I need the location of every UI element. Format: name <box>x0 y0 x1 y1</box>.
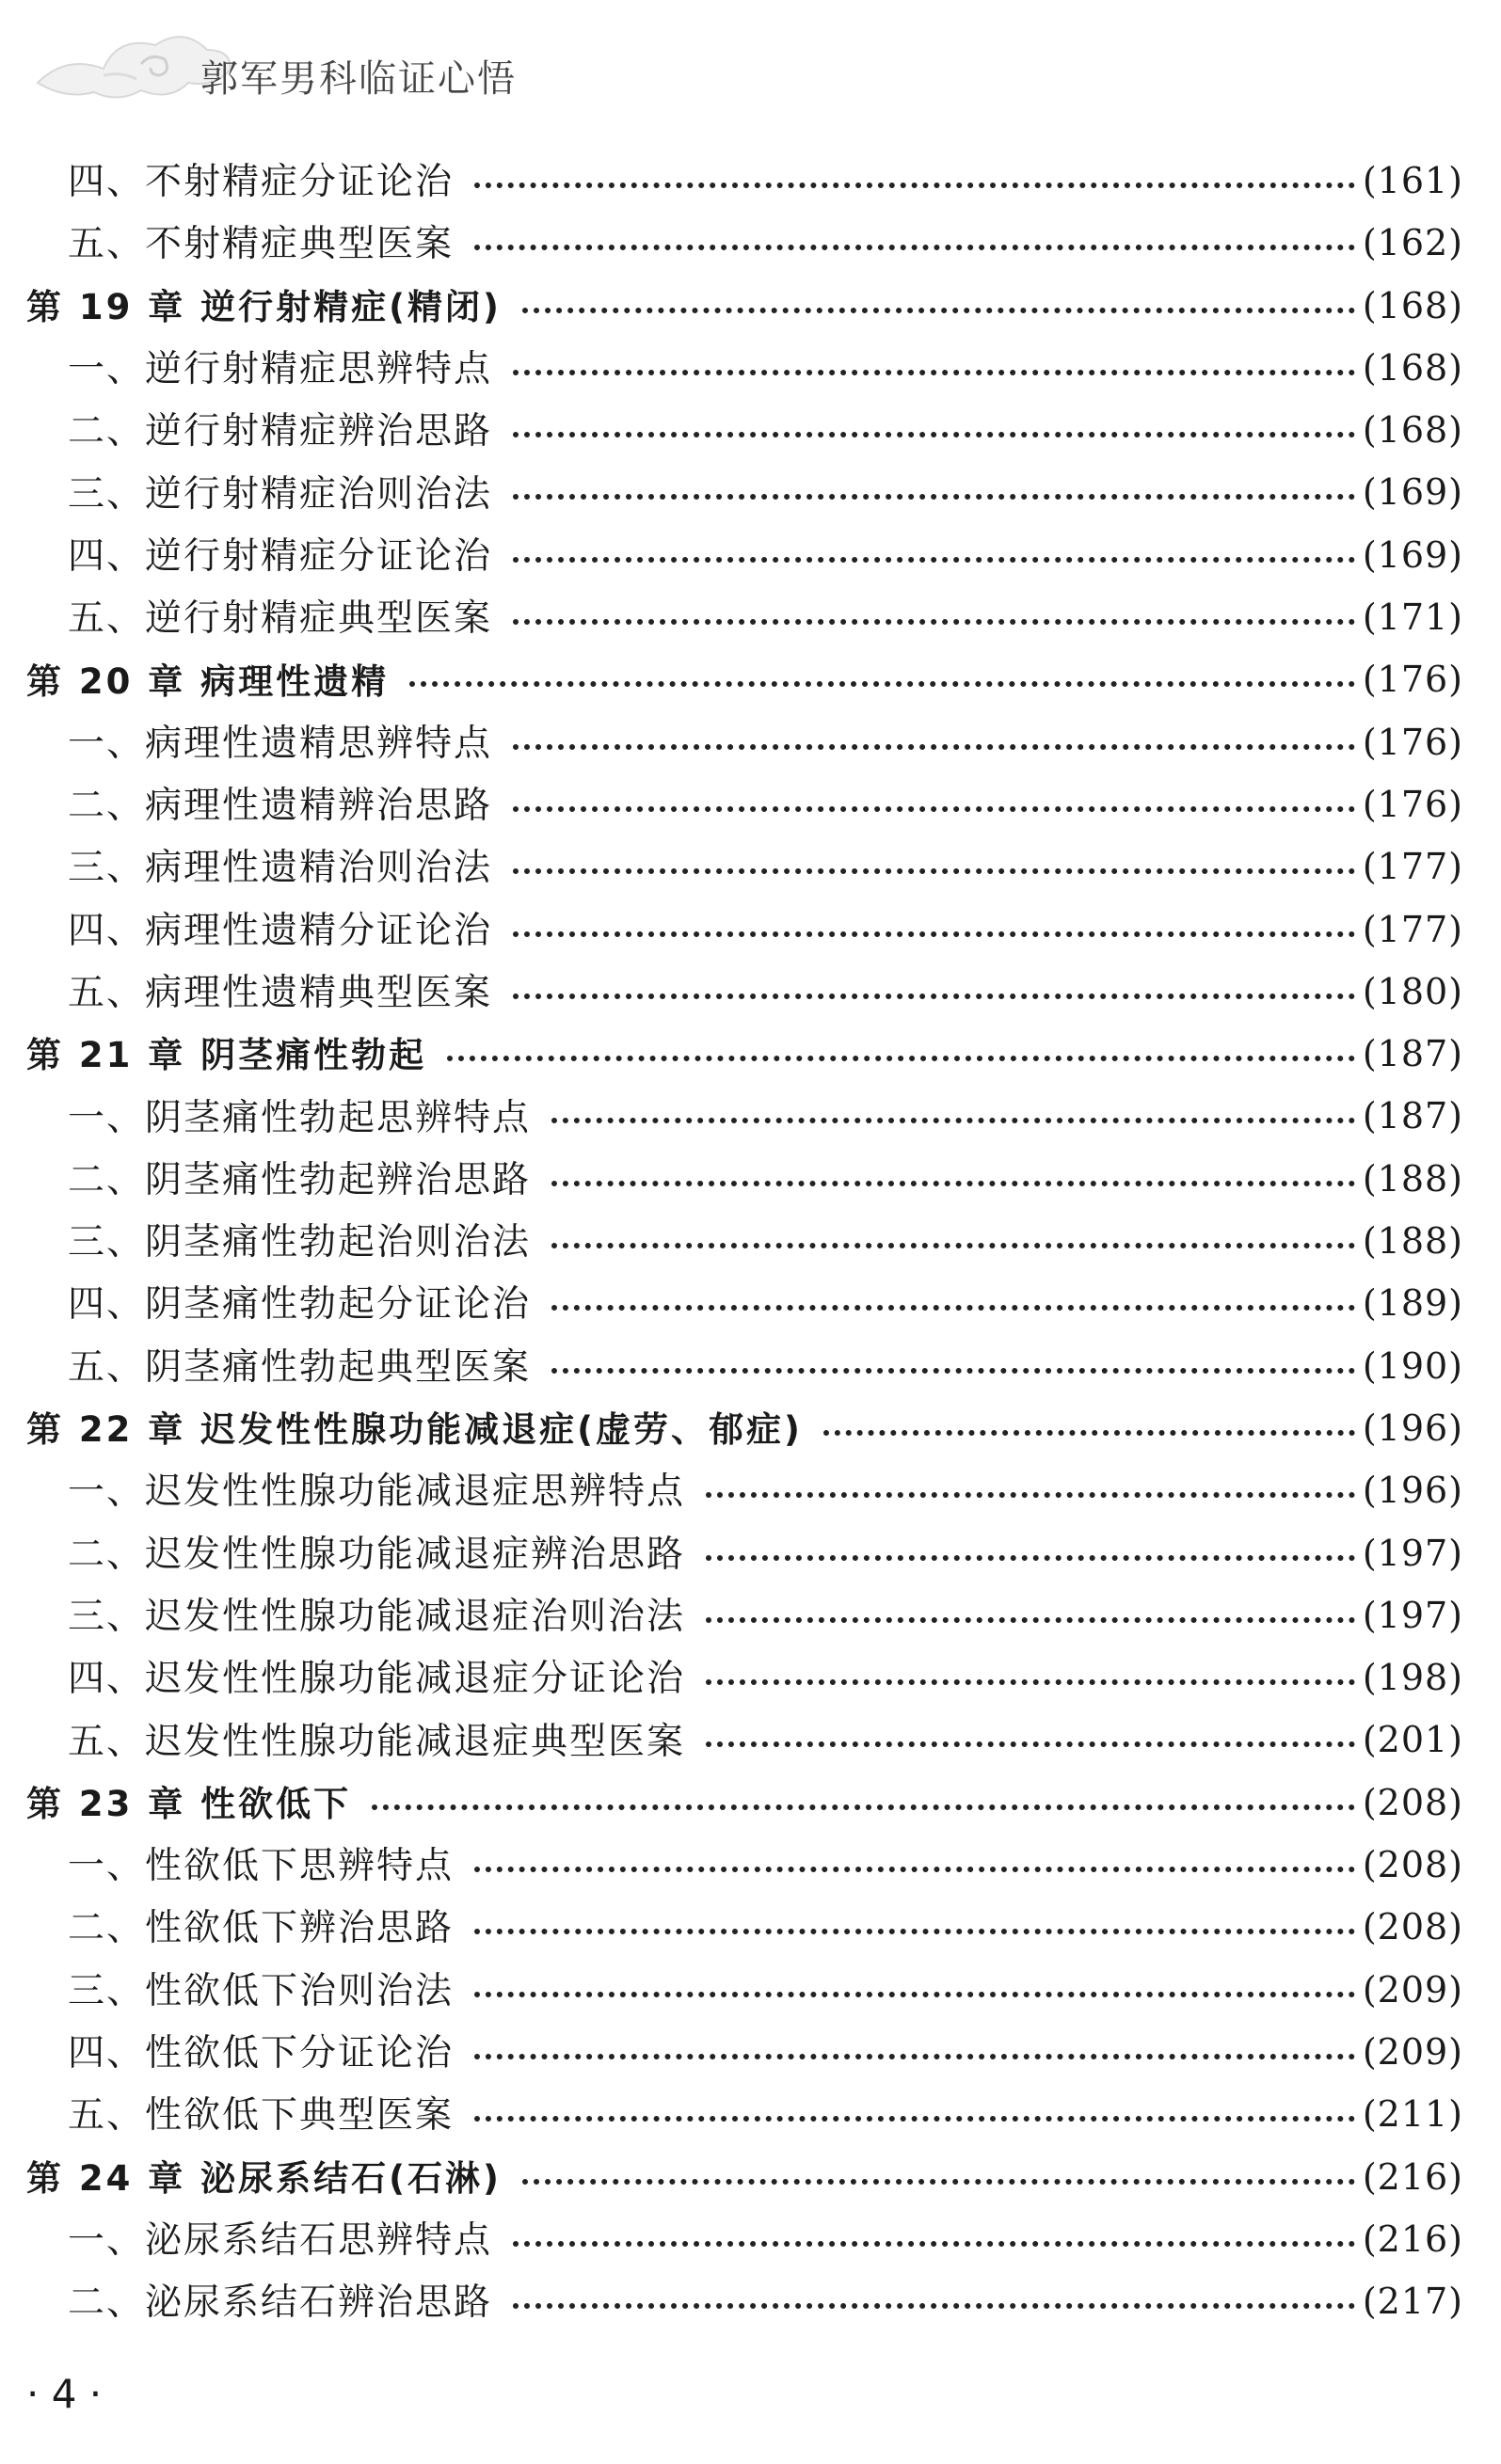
section-title: 三、病理性遗精治则治法 <box>68 847 493 890</box>
section-title: 二、病理性遗精辨治思路 <box>68 785 493 828</box>
toc-chapter-row[interactable] <box>0 1395 1501 1457</box>
toc-section-row[interactable] <box>0 335 1501 397</box>
dot-leader <box>513 494 1355 500</box>
chapter-title: 第 23 章 性欲低下 <box>26 1783 352 1824</box>
section-title: 三、逆行射精症治则治法 <box>68 472 493 516</box>
page-ref: (216) <box>1362 2155 1463 2198</box>
section-title: 五、阴茎痛性勃起典型医案 <box>68 1345 532 1389</box>
page-ref: (201) <box>1362 1719 1463 1761</box>
section-title: 一、逆行射精症思辨特点 <box>68 348 493 391</box>
section-title: 二、阴茎痛性勃起辨治思路 <box>68 1158 532 1201</box>
page-ref: (168) <box>1362 409 1463 452</box>
dot-leader <box>551 1181 1355 1186</box>
page-ref: (208) <box>1362 1844 1463 1886</box>
dot-leader <box>474 1929 1355 1934</box>
page-ref: (169) <box>1362 533 1463 576</box>
dot-leader <box>513 931 1355 937</box>
page-ref: (171) <box>1362 596 1463 639</box>
dot-leader <box>522 308 1355 313</box>
section-title: 二、性欲低下辨治思路 <box>68 1907 455 1950</box>
page-header <box>0 0 1501 122</box>
section-title: 三、迟发性性腺功能减退症治则治法 <box>68 1595 686 1638</box>
toc-section-row[interactable] <box>0 2019 1501 2081</box>
section-title: 四、阴茎痛性勃起分证论治 <box>68 1283 532 1327</box>
page-ref: (208) <box>1362 1781 1463 1823</box>
dot-leader <box>409 681 1355 687</box>
section-title: 四、性欲低下分证论治 <box>68 2032 455 2075</box>
dot-leader <box>706 1617 1355 1623</box>
dot-leader <box>513 557 1355 563</box>
chapter-title: 第 24 章 泌尿系结石(石淋) <box>26 2157 502 2199</box>
dot-leader <box>551 1368 1355 1374</box>
toc-section-row[interactable] <box>0 1645 1501 1707</box>
section-title: 四、不射精症分证论治 <box>68 161 455 204</box>
section-title: 四、逆行射精症分证论治 <box>68 534 493 578</box>
dot-leader <box>551 1305 1355 1311</box>
page-ref: (196) <box>1362 1470 1463 1512</box>
section-title: 五、不射精症典型医案 <box>68 223 455 266</box>
page-ref: (168) <box>1362 346 1463 389</box>
dot-leader <box>513 2241 1355 2247</box>
dot-leader <box>474 1867 1355 1872</box>
dot-leader <box>513 806 1355 812</box>
section-title: 二、迟发性性腺功能减退症辨治思路 <box>68 1533 686 1576</box>
toc-section-row[interactable] <box>0 584 1501 646</box>
toc-section-row[interactable] <box>0 2206 1501 2268</box>
toc-section-row[interactable] <box>0 834 1501 896</box>
toc-section-row[interactable] <box>0 1146 1501 1208</box>
toc-section-row[interactable] <box>0 397 1501 459</box>
section-title: 五、逆行射精症典型医案 <box>68 597 493 641</box>
toc-section-row[interactable] <box>0 2268 1501 2330</box>
toc-section-row[interactable] <box>0 210 1501 272</box>
toc-section-row[interactable] <box>0 1894 1501 1956</box>
page-ref: (197) <box>1362 1532 1463 1574</box>
chapter-title: 第 21 章 阴茎痛性勃起 <box>26 1035 427 1076</box>
section-title: 四、病理性遗精分证论治 <box>68 909 493 952</box>
page-number: · 4 · <box>26 2371 103 2417</box>
dot-leader <box>474 2054 1355 2059</box>
toc-section-row[interactable] <box>0 709 1501 771</box>
toc-chapter-row[interactable] <box>0 1021 1501 1083</box>
page-ref: (211) <box>1362 2093 1463 2136</box>
toc-section-row[interactable] <box>0 1333 1501 1395</box>
section-title: 一、迟发性性腺功能减退症思辨特点 <box>68 1470 686 1514</box>
section-title: 三、阴茎痛性勃起治则治法 <box>68 1221 532 1264</box>
page-ref: (198) <box>1362 1657 1463 1699</box>
toc-section-row[interactable] <box>0 1582 1501 1645</box>
section-title: 二、逆行射精症辨治思路 <box>68 410 493 453</box>
dot-leader <box>513 868 1355 874</box>
toc-section-row[interactable] <box>0 771 1501 834</box>
dot-leader <box>706 1492 1355 1498</box>
page-ref: (197) <box>1362 1594 1463 1636</box>
toc-section-row[interactable] <box>0 897 1501 959</box>
section-title: 四、迟发性性腺功能减退症分证论治 <box>68 1658 686 1701</box>
page-ref: (196) <box>1362 1407 1463 1449</box>
toc-section-row[interactable] <box>0 522 1501 584</box>
dot-leader <box>522 2179 1355 2185</box>
section-title: 二、泌尿系结石辨治思路 <box>68 2281 493 2325</box>
toc-section-row[interactable] <box>0 459 1501 521</box>
book-title: 郭军男科临证心悟 <box>200 57 517 101</box>
section-title: 三、性欲低下治则治法 <box>68 1969 455 2012</box>
dot-leader <box>513 744 1355 750</box>
toc-section-row[interactable] <box>0 959 1501 1021</box>
dot-leader <box>706 1741 1355 1747</box>
page-ref: (188) <box>1362 1157 1463 1200</box>
page-ref: (208) <box>1362 1906 1463 1948</box>
page-ref: (189) <box>1362 1282 1463 1325</box>
toc-section-row[interactable] <box>0 1270 1501 1332</box>
section-title: 一、泌尿系结石思辨特点 <box>68 2218 493 2262</box>
page-ref: (187) <box>1362 1033 1463 1075</box>
dot-leader <box>513 2303 1355 2309</box>
section-title: 五、性欲低下典型医案 <box>68 2094 455 2138</box>
section-title: 五、迟发性性腺功能减退症典型医案 <box>68 1720 686 1763</box>
dot-leader <box>474 1992 1355 1997</box>
toc-section-row[interactable] <box>0 1832 1501 1894</box>
toc-chapter-row[interactable] <box>0 1770 1501 1832</box>
dot-leader <box>474 2116 1355 2122</box>
page-ref: (209) <box>1362 1968 1463 2011</box>
page-ref: (169) <box>1362 471 1463 514</box>
page-ref: (187) <box>1362 1095 1463 1137</box>
dot-leader <box>706 1555 1355 1561</box>
toc-section-row[interactable] <box>0 1083 1501 1145</box>
dot-leader <box>513 370 1355 375</box>
page-ref: (177) <box>1362 846 1463 888</box>
dot-leader <box>372 1804 1355 1810</box>
section-title: 五、病理性遗精典型医案 <box>68 972 493 1014</box>
chapter-title: 第 19 章 逆行射精症(精闭) <box>26 286 502 327</box>
toc-section-row[interactable] <box>0 1208 1501 1270</box>
page-ref: (188) <box>1362 1220 1463 1263</box>
page-ref: (176) <box>1362 659 1463 701</box>
page-ref: (176) <box>1362 721 1463 763</box>
toc-section-row[interactable] <box>0 1957 1501 2019</box>
page-ref: (209) <box>1362 2030 1463 2073</box>
toc-section-row[interactable] <box>0 1707 1501 1769</box>
chapter-title: 第 20 章 病理性遗精 <box>26 660 390 702</box>
toc-chapter-row[interactable] <box>0 646 1501 708</box>
dot-leader <box>513 432 1355 437</box>
page-ref: (216) <box>1362 2218 1463 2260</box>
dot-leader <box>513 619 1355 625</box>
chapter-title: 第 22 章 迟发性性腺功能减退症(虚劳、郁症) <box>26 1409 803 1451</box>
dot-leader <box>551 1118 1355 1123</box>
page-ref: (177) <box>1362 908 1463 950</box>
page-ref: (190) <box>1362 1344 1463 1387</box>
dot-leader <box>447 1056 1355 1061</box>
section-title: 一、病理性遗精思辨特点 <box>68 722 493 765</box>
dot-leader <box>513 994 1355 999</box>
page-ref: (180) <box>1362 970 1463 1012</box>
section-title: 一、阴茎痛性勃起思辨特点 <box>68 1096 532 1139</box>
page-ref: (176) <box>1362 783 1463 825</box>
toc-chapter-row[interactable] <box>0 2144 1501 2206</box>
dot-leader <box>706 1679 1355 1685</box>
page-ref: (162) <box>1362 222 1463 264</box>
toc-section-row[interactable] <box>0 1520 1501 1582</box>
page-ref: (217) <box>1362 2281 1463 2323</box>
toc-section-row[interactable] <box>0 1457 1501 1519</box>
section-title: 一、性欲低下思辨特点 <box>68 1845 455 1888</box>
page-ref: (168) <box>1362 284 1463 326</box>
dot-leader <box>823 1430 1355 1436</box>
toc-chapter-row[interactable] <box>0 273 1501 335</box>
page-ref: (161) <box>1362 160 1463 201</box>
dot-leader <box>474 183 1355 188</box>
toc-section-row[interactable] <box>0 2081 1501 2143</box>
table-of-contents <box>0 148 1501 2330</box>
dot-leader <box>551 1243 1355 1248</box>
toc-section-row[interactable] <box>0 148 1501 210</box>
dot-leader <box>474 245 1355 250</box>
